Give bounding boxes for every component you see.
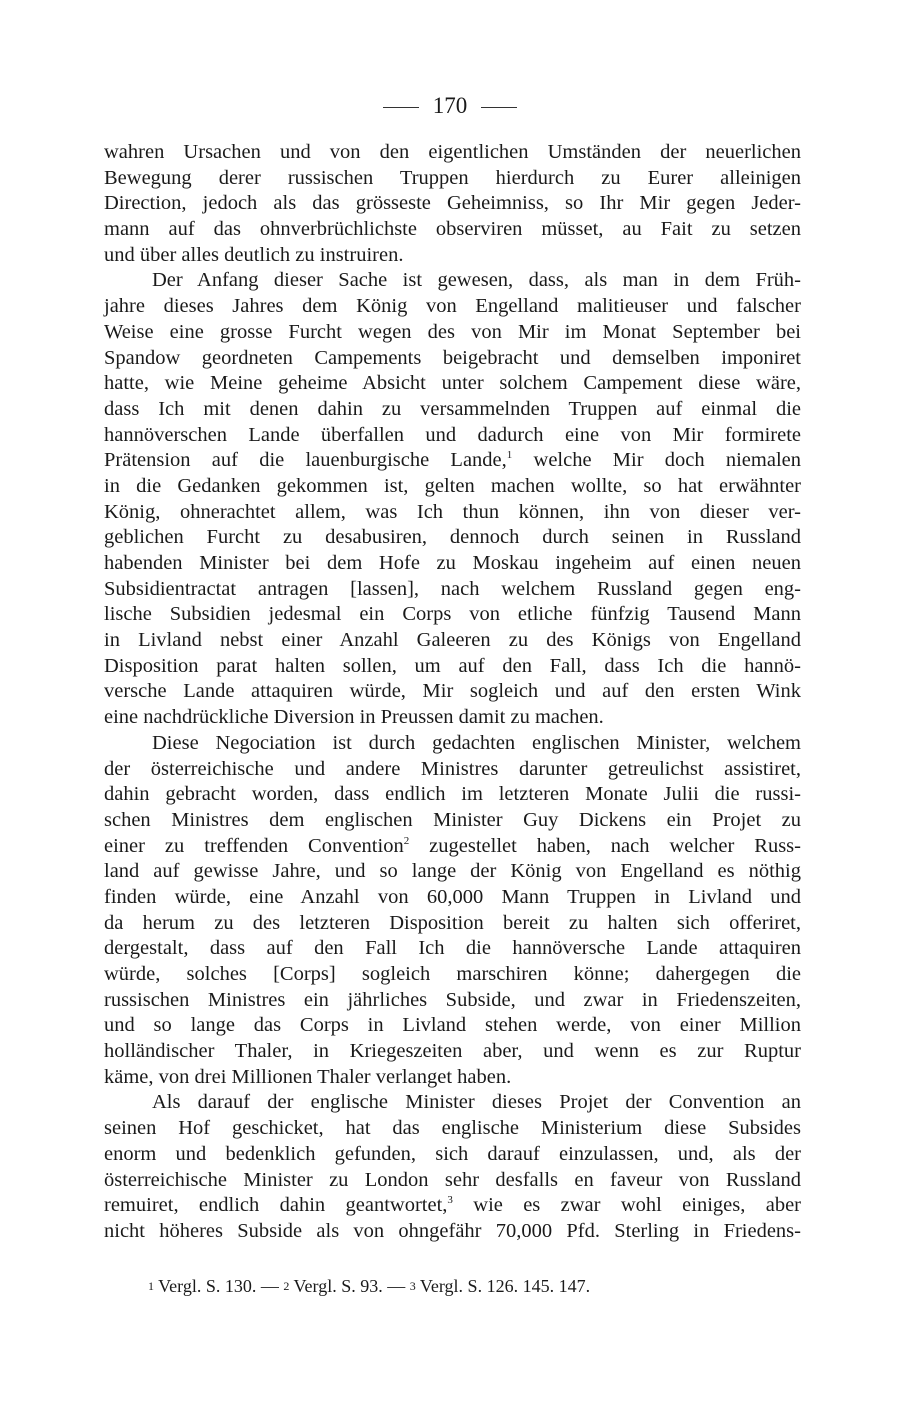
line-text: hannöverschen Lande überfallen und dadurch eine von Mir formirete — [104, 423, 801, 446]
line-text: mann auf das ohnverbrüchlichste observiren müsset, au Fait zu setzen — [104, 218, 801, 241]
text-line — [104, 191, 801, 217]
text-line — [104, 1039, 801, 1065]
text-line — [104, 474, 801, 500]
footnote-text: Vergl. S. 130. — — [154, 1276, 284, 1296]
text-line — [104, 911, 801, 937]
text-line — [104, 962, 801, 988]
text-line — [104, 757, 801, 783]
line-text: jahre dieses Jahres dem König von Engelland malitieuser und falscher — [104, 295, 801, 318]
line-text: land auf gewisse Jahre, und so lange der König von Engelland es nöthig — [104, 860, 801, 883]
line-text: Als darauf der englische Minister dieses Projet der Convention an — [152, 1091, 801, 1114]
text-line — [104, 1090, 801, 1116]
line-text: russischen Ministres ein jährliches Subside, und zwar in Friedenszeiten, — [104, 988, 801, 1011]
line-text: holländischer Thaler, in Kriegeszeiten aber, und wenn es zur Ruptur — [104, 1040, 801, 1063]
text-line — [104, 808, 801, 834]
text-line — [104, 423, 801, 449]
line-text: nicht höheres Subside als von ohngefähr 70,000 Pfd. Sterling in Friedens- — [104, 1219, 801, 1242]
text-line — [104, 140, 801, 166]
text-line — [104, 859, 801, 885]
text-line — [104, 679, 801, 705]
text-line — [104, 988, 801, 1014]
text-line — [104, 936, 801, 962]
text-line — [104, 782, 801, 808]
page-header — [0, 92, 900, 120]
line-text: der österreichische und andere Ministres darunter getreulichst assistiret, — [104, 757, 801, 780]
text-line — [104, 654, 801, 680]
line-text: wahren Ursachen und von den eigentlichen Umständen der neuerlichen — [104, 141, 801, 163]
text-line — [104, 731, 801, 757]
footnote-text: Vergl. S. 126. 145. 147. — [415, 1276, 591, 1296]
text-line — [104, 166, 801, 192]
line-text: dass Ich mit denen dahin zu versammelnden Truppen auf einmal die — [104, 397, 801, 420]
text-line — [104, 577, 801, 603]
line-text: würde, solches [Corps] sogleich marschiren könne; dahergegen die — [104, 963, 801, 985]
line-text: lische Subsidien jedesmal ein Corps von etliche fünfzig Tausend Mann — [104, 603, 801, 626]
line-text: geblichen Furcht zu desabusiren, dennoch durch seinen in Russland — [104, 526, 801, 549]
line-text: Subsidientractat antragen [lassen], nach welchem Russland gegen eng- — [104, 577, 801, 600]
text-line — [104, 500, 801, 526]
text-line — [104, 1013, 801, 1039]
line-text: Prätension auf die lauenburgische Lande, — [104, 449, 507, 472]
text-line — [104, 243, 801, 269]
text-line — [104, 525, 801, 551]
line-text: Disposition parat halten sollen, um auf den Fall, dass Ich die hannö- — [104, 654, 801, 677]
line-text: remuiret, endlich dahin geantwortet, — [104, 1194, 448, 1217]
text-line — [104, 834, 801, 860]
line-text: Diese Negociation ist durch gedachten englischen Minister, welchem — [152, 731, 801, 754]
header-rule-right — [481, 107, 517, 108]
footnote-marker: 2 — [403, 834, 410, 847]
line-text: dergestalt, dass auf den Fall Ich die hannöversche Lande attaquiren — [104, 937, 801, 960]
text-line — [104, 628, 801, 654]
line-text: Direction, jedoch als das grösseste Geheimniss, so Ihr Mir gegen Jeder- — [104, 192, 801, 215]
line-text: und über alles deutlich zu instruiren. — [104, 243, 404, 266]
line-text-after: zugestellet haben, nach welcher Russ- — [409, 834, 801, 857]
line-text: da herum zu des letzteren Disposition bereit zu halten sich offeriret, — [104, 911, 801, 934]
line-text-after: wie es zwar wohl einiges, aber — [452, 1194, 801, 1217]
header-rule-left — [383, 107, 419, 108]
line-text: König, ohnerachtet allem, was Ich thun können, ihn von dieser ver- — [104, 500, 801, 523]
text-line — [104, 448, 801, 474]
text-line — [104, 1142, 801, 1168]
line-text: Der Anfang dieser Sache ist gewesen, dass, als man in dem Früh- — [152, 269, 801, 292]
text-line — [104, 1193, 801, 1219]
text-line — [104, 602, 801, 628]
text-line — [104, 217, 801, 243]
line-text: hatte, wie Meine geheime Absicht unter solchem Campement diese wäre, — [104, 372, 801, 395]
line-text: Spandow geordneten Campements beigebracht und demselben imponiret — [104, 346, 801, 369]
line-text: Bewegung derer russischen Truppen hierdurch zu Eurer alleinigen — [104, 166, 801, 189]
line-text: in die Gedanken gekommen ist, gelten machen wollte, so hat erwähnter — [104, 474, 801, 497]
line-text: Weise eine grosse Furcht wegen des von Mir im Monat September bei — [104, 320, 801, 343]
text-line — [104, 1116, 801, 1142]
line-text: einer zu treffenden Convention — [104, 834, 404, 857]
line-text: habenden Minister bei dem Hofe zu Moskau ingeheim auf einen neuen — [104, 552, 801, 574]
text-line — [104, 551, 801, 577]
line-text: österreichische Minister zu London sehr desfalls en faveur von Russland — [104, 1168, 801, 1191]
text-line — [104, 705, 801, 731]
text-line — [104, 1168, 801, 1194]
footnote-marker: 3 — [447, 1194, 453, 1207]
line-text: enorm und bedenklich gefunden, sich darauf einzulassen, und, als der — [104, 1142, 801, 1165]
text-line — [104, 885, 801, 911]
line-text: seinen Hof geschicket, hat das englische Ministerium diese Subsides — [104, 1117, 801, 1140]
footnote-marker: 1 — [506, 449, 513, 462]
text-line — [104, 346, 801, 372]
footnote-number: 3 — [409, 1279, 416, 1293]
line-text: schen Ministres dem englischen Minister Guy Dickens ein Projet zu — [104, 808, 801, 831]
line-text: finden würde, eine Anzahl von 60,000 Mann Truppen in Livland und — [104, 885, 801, 908]
line-text: eine nachdrückliche Diversion in Preussen damit zu machen. — [104, 706, 604, 729]
line-text: dahin gebracht worden, dass endlich im letzteren Monate Julii die russi- — [104, 783, 801, 806]
text-line — [104, 371, 801, 397]
footnote-text: Vergl. S. 93. — — [289, 1276, 410, 1296]
text-line — [104, 397, 801, 423]
line-text-after: welche Mir doch niemalen — [512, 449, 801, 472]
text-line — [104, 268, 801, 294]
line-text: und so lange das Corps in Livland stehen werde, von einer Million — [104, 1014, 801, 1037]
text-line — [104, 320, 801, 346]
text-line — [104, 294, 801, 320]
text-line — [104, 1065, 801, 1091]
footnote-number: 2 — [283, 1279, 290, 1293]
footnotes — [148, 1274, 848, 1298]
text-line — [104, 1219, 801, 1245]
line-text: in Livland nebst einer Anzahl Galeeren zu des Königs von Engelland — [104, 629, 801, 652]
footnote-number: 1 — [148, 1279, 154, 1293]
line-text: käme, von drei Millionen Thaler verlanget haben. — [104, 1065, 512, 1088]
line-text: versche Lande attaquiren würde, Mir sogleich und auf den ersten Wink — [104, 680, 801, 703]
body-text — [104, 140, 801, 1245]
page-number: 170 — [432, 93, 468, 118]
